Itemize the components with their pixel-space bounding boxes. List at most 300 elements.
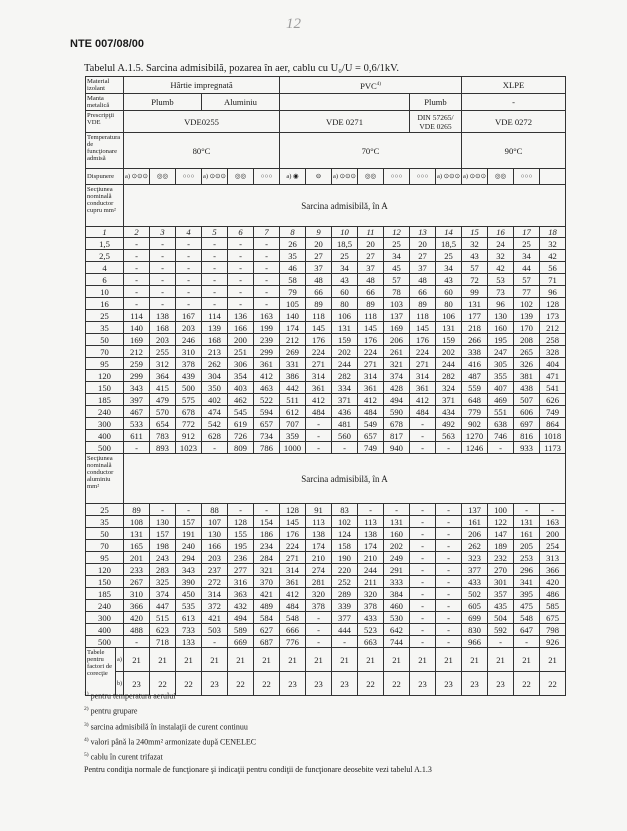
load-cell: 24: [488, 238, 514, 250]
load-cell: 545: [228, 406, 254, 418]
correction-cell: 23: [332, 672, 358, 696]
footnote: $^{2)}$ pentru grupare: [84, 706, 138, 716]
load-cell: -: [540, 504, 566, 516]
insulation-label: Material izolant: [86, 77, 124, 94]
load-cell: 412: [410, 394, 436, 406]
load-cell: 266: [462, 334, 488, 346]
load-cell: 27: [410, 250, 436, 262]
load-cell: 42: [488, 262, 514, 274]
load-cell: 484: [280, 600, 306, 612]
load-cell: 220: [332, 564, 358, 576]
load-cell: 163: [254, 310, 280, 322]
column-index: 4: [176, 227, 202, 238]
load-cell: 371: [332, 394, 358, 406]
table-row: [86, 516, 566, 528]
correction-cell: 21: [280, 648, 306, 672]
table-row: [86, 370, 566, 382]
load-cell: -: [410, 576, 436, 588]
load-cell: 744: [384, 636, 410, 648]
load-cell: 174: [280, 322, 306, 334]
load-cell: 224: [410, 346, 436, 358]
load-cell: 592: [488, 624, 514, 636]
load-cell: -: [514, 636, 540, 648]
load-cell: 312: [150, 358, 176, 370]
load-cell: 218: [462, 322, 488, 334]
section-cell: 150: [86, 382, 124, 394]
load-cell: 128: [228, 516, 254, 528]
load-cell: 277: [228, 564, 254, 576]
load-cell: 202: [332, 346, 358, 358]
layout-symbol: a) ⊙⊙⊙: [124, 169, 150, 185]
load-cell: 306: [228, 358, 254, 370]
load-cell: 471: [540, 370, 566, 382]
load-cell: 326: [514, 358, 540, 370]
regulation-din: DIN 57265/ VDE 0265: [410, 111, 462, 133]
load-cell: 237: [202, 564, 228, 576]
load-cell: 378: [176, 358, 202, 370]
load-cell: 169: [124, 334, 150, 346]
aluminium-heading-row: [86, 454, 566, 504]
load-cell: 25: [332, 250, 358, 262]
layout-symbol: a) ⊙⊙⊙: [436, 169, 462, 185]
table-row: [86, 600, 566, 612]
load-cell: 159: [332, 334, 358, 346]
load-cell: -: [150, 504, 176, 516]
load-cell: 361: [306, 382, 332, 394]
correction-cell: 21: [332, 648, 358, 672]
load-cell: -: [202, 298, 228, 310]
layout-symbol: ○○○: [384, 169, 410, 185]
correction-cell: 21: [306, 648, 332, 672]
load-cell: 147: [488, 528, 514, 540]
layout-symbol: ○○○: [254, 169, 280, 185]
load-cell: 26: [280, 238, 306, 250]
load-cell: 638: [488, 418, 514, 430]
load-cell: 18,5: [436, 238, 462, 250]
load-cell: 130: [202, 528, 228, 540]
load-cell: 284: [254, 552, 280, 564]
table-row: [86, 636, 566, 648]
load-cell: 386: [280, 370, 306, 382]
load-cell: 128: [280, 504, 306, 516]
load-cell: 492: [436, 418, 462, 430]
load-cell: 390: [176, 576, 202, 588]
load-cell: 563: [436, 430, 462, 442]
load-cell: 412: [306, 394, 332, 406]
load-cell: -: [254, 250, 280, 262]
document-code: NTE 007/08/00: [70, 38, 144, 50]
load-cell: 145: [306, 322, 332, 334]
section-cell: 300: [86, 418, 124, 430]
load-cell: 271: [280, 552, 306, 564]
load-cell: 176: [410, 334, 436, 346]
load-cell: 43: [332, 274, 358, 286]
load-cell: -: [436, 564, 462, 576]
table-row: [86, 528, 566, 540]
section-cell: 95: [86, 358, 124, 370]
table-row: [86, 286, 566, 298]
section-cell: 400: [86, 430, 124, 442]
load-cell: 27: [358, 250, 384, 262]
load-cell: -: [436, 612, 462, 624]
load-cell: -: [306, 624, 332, 636]
load-cell: 420: [124, 612, 150, 624]
load-cell: 585: [540, 600, 566, 612]
layout-symbol: a) ◉: [280, 169, 306, 185]
load-cell: 140: [124, 322, 150, 334]
load-cell: -: [176, 250, 202, 262]
load-cell: 190: [332, 552, 358, 564]
load-cell: 584: [254, 612, 280, 624]
load-cell: 361: [280, 576, 306, 588]
section-cell: 6: [86, 274, 124, 286]
load-cell: 108: [124, 516, 150, 528]
load-cell: 374: [150, 588, 176, 600]
load-cell: 912: [176, 430, 202, 442]
aluminium-section-label: Secţiunea nominală conductor aluminiu mm²: [86, 454, 124, 504]
load-cell: 99: [462, 286, 488, 298]
load-cell: 377: [462, 564, 488, 576]
load-cell: 53: [488, 274, 514, 286]
load-cell: 271: [306, 358, 332, 370]
load-cell: 749: [358, 442, 384, 454]
load-cell: 1000: [280, 442, 306, 454]
load-cell: 354: [228, 370, 254, 382]
table-row: [86, 564, 566, 576]
load-cell: -: [202, 262, 228, 274]
caption-text: Sarcina admisibilă, pozarea în aer, cablu cu U₀/U = 0,6/1kV.: [145, 63, 399, 74]
load-cell: 407: [488, 382, 514, 394]
load-cell: 361: [358, 382, 384, 394]
load-cell: 325: [150, 576, 176, 588]
load-cell: -: [176, 274, 202, 286]
correction-cell: 21: [462, 648, 488, 672]
load-cell: 439: [176, 370, 202, 382]
column-index: 16: [488, 227, 514, 238]
load-cell: 341: [514, 576, 540, 588]
regulations-label: Prescripţii VDE: [86, 111, 124, 133]
load-cell: -: [410, 516, 436, 528]
load-cell: 165: [124, 540, 150, 552]
load-cell: 161: [514, 528, 540, 540]
load-cell: -: [436, 528, 462, 540]
load-cell: 46: [280, 262, 306, 274]
section-cell: 25: [86, 310, 124, 322]
layout-symbol: ○○○: [514, 169, 540, 185]
sheath-aluminium: Aluminiu: [202, 94, 280, 111]
column-index: 1: [86, 227, 124, 238]
load-cell: 236: [228, 552, 254, 564]
load-cell: 43: [436, 274, 462, 286]
table-row: [86, 430, 566, 442]
load-cell: 167: [176, 310, 202, 322]
load-cell: 687: [254, 636, 280, 648]
load-cell: 500: [176, 382, 202, 394]
load-cell: 249: [384, 552, 410, 564]
layout-symbol: a) ⊙⊙⊙: [202, 169, 228, 185]
load-cell: -: [410, 430, 436, 442]
load-cell: 371: [436, 394, 462, 406]
load-cell: 105: [280, 298, 306, 310]
section-cell: 35: [86, 516, 124, 528]
load-cell: 474: [202, 406, 228, 418]
sheath-label: Manta metalică: [86, 94, 124, 111]
table-row: [86, 262, 566, 274]
load-cell: -: [228, 298, 254, 310]
load-cell: 137: [384, 310, 410, 322]
load-cell: 131: [332, 322, 358, 334]
load-cell: 202: [436, 346, 462, 358]
correction-cell: 23: [488, 672, 514, 696]
load-cell: -: [254, 298, 280, 310]
load-cell: -: [410, 442, 436, 454]
load-cell: 199: [254, 322, 280, 334]
load-cell: 404: [540, 358, 566, 370]
load-cell: 395: [514, 588, 540, 600]
load-cell: -: [306, 612, 332, 624]
load-cell: 642: [384, 624, 410, 636]
load-cell: -: [436, 576, 462, 588]
load-cell: 89: [306, 298, 332, 310]
load-cell: 113: [306, 516, 332, 528]
load-cell: 57: [462, 262, 488, 274]
load-cell: -: [254, 286, 280, 298]
load-cell: 158: [332, 540, 358, 552]
sheath-lead: Plumb: [124, 94, 202, 111]
load-cell: 66: [358, 286, 384, 298]
correction-cell: 22: [514, 672, 540, 696]
load-cell: 489: [254, 600, 280, 612]
load-cell: 378: [306, 600, 332, 612]
load-cell: 549: [358, 418, 384, 430]
load-cell: -: [202, 286, 228, 298]
temperature-pvc: 70°C: [280, 133, 462, 169]
load-cell: 122: [488, 516, 514, 528]
load-cell: -: [124, 238, 150, 250]
load-cell: 623: [150, 624, 176, 636]
column-index: 7: [254, 227, 280, 238]
load-cell: 118: [306, 310, 332, 322]
load-cell: -: [436, 504, 462, 516]
layout-symbol: ◎◎: [488, 169, 514, 185]
load-cell: 817: [384, 430, 410, 442]
column-index: 12: [384, 227, 410, 238]
load-cell: 605: [462, 600, 488, 612]
load-cell: -: [306, 442, 332, 454]
table-row: [86, 334, 566, 346]
load-cell: 114: [124, 310, 150, 322]
load-cell: -: [306, 636, 332, 648]
load-cell: -: [124, 442, 150, 454]
load-cell: 299: [124, 370, 150, 382]
load-cell: 25: [384, 238, 410, 250]
load-cell: 323: [462, 552, 488, 564]
load-cell: -: [228, 274, 254, 286]
load-cell: 316: [228, 576, 254, 588]
load-cell: 269: [280, 346, 306, 358]
load-cell: -: [228, 262, 254, 274]
load-cell: 403: [228, 382, 254, 394]
load-cell: 206: [462, 528, 488, 540]
table-row: [86, 250, 566, 262]
load-cell: 208: [514, 334, 540, 346]
column-index: 6: [228, 227, 254, 238]
load-cell: 131: [462, 298, 488, 310]
load-cell: 548: [514, 612, 540, 624]
section-cell: 2,5: [86, 250, 124, 262]
load-cell: 274: [306, 564, 332, 576]
load-cell: 1270: [462, 430, 488, 442]
column-index: 9: [306, 227, 332, 238]
section-cell: 95: [86, 552, 124, 564]
load-cell: 377: [332, 612, 358, 624]
load-cell: 96: [540, 286, 566, 298]
load-cell: 511: [280, 394, 306, 406]
load-cell: 1023: [176, 442, 202, 454]
load-cell: 488: [124, 624, 150, 636]
aluminium-load-heading: Sarcina admisibilă, în A: [124, 454, 566, 504]
copper-load-heading: Sarcina admisibilă, în A: [124, 185, 566, 227]
load-cell: 299: [254, 346, 280, 358]
load-cell: 940: [384, 442, 410, 454]
load-cell: 357: [488, 588, 514, 600]
load-cell: 80: [436, 298, 462, 310]
load-cell: 176: [358, 334, 384, 346]
load-cell: 1246: [462, 442, 488, 454]
load-cell: 366: [540, 564, 566, 576]
load-cell: 282: [436, 370, 462, 382]
load-cell: 902: [462, 418, 488, 430]
table-row: [86, 346, 566, 358]
section-cell: 120: [86, 370, 124, 382]
table-row: [86, 442, 566, 454]
load-cell: -: [332, 636, 358, 648]
load-cell: 570: [150, 406, 176, 418]
load-cell: 541: [540, 382, 566, 394]
load-cell: -: [254, 504, 280, 516]
load-cell: 166: [202, 540, 228, 552]
load-cell: 533: [124, 418, 150, 430]
load-cell: 428: [384, 382, 410, 394]
load-cell: -: [410, 612, 436, 624]
load-cell: 450: [176, 588, 202, 600]
load-cell: 648: [462, 394, 488, 406]
load-cell: 253: [514, 552, 540, 564]
load-cell: 174: [358, 540, 384, 552]
load-cell: 244: [332, 358, 358, 370]
load-cell: 657: [254, 418, 280, 430]
table-row: [86, 504, 566, 516]
load-cell: 254: [540, 540, 566, 552]
load-cell: 726: [228, 430, 254, 442]
load-cell: 320: [358, 588, 384, 600]
load-cell: 296: [514, 564, 540, 576]
load-cell: 270: [488, 564, 514, 576]
load-cell: 1173: [540, 442, 566, 454]
load-cell: 37: [410, 262, 436, 274]
load-cell: 447: [150, 600, 176, 612]
load-cell: 384: [384, 588, 410, 600]
load-cell: 589: [228, 624, 254, 636]
column-index: 11: [358, 227, 384, 238]
correction-cell: 21: [540, 648, 566, 672]
load-cell: 494: [384, 394, 410, 406]
load-cell: 32: [462, 238, 488, 250]
load-cell: 130: [150, 516, 176, 528]
load-cell: 397: [124, 394, 150, 406]
column-index: 13: [410, 227, 436, 238]
load-cell: 548: [280, 612, 306, 624]
load-cell: 37: [358, 262, 384, 274]
correction-cell: 23: [306, 672, 332, 696]
load-cell: 252: [332, 576, 358, 588]
load-cell: 224: [306, 346, 332, 358]
correction-cell: 23: [124, 672, 150, 696]
load-cell: 436: [332, 406, 358, 418]
load-cell: -: [410, 588, 436, 600]
load-cell: 321: [384, 358, 410, 370]
load-cell: 102: [514, 298, 540, 310]
column-index-row: [86, 227, 566, 238]
load-cell: 60: [332, 286, 358, 298]
load-cell: 361: [410, 382, 436, 394]
load-cell: 772: [176, 418, 202, 430]
footnote: $^{5)}$ cablu în curent trifazat: [84, 752, 163, 762]
load-cell: 475: [514, 600, 540, 612]
load-cell: 195: [488, 334, 514, 346]
section-cell: 185: [86, 588, 124, 600]
load-cell: 131: [124, 528, 150, 540]
xlpe-insulation: XLPE: [462, 77, 566, 94]
load-cell: 484: [410, 406, 436, 418]
load-cell: 173: [540, 310, 566, 322]
column-index: 3: [150, 227, 176, 238]
load-cell: 138: [150, 310, 176, 322]
load-cell: -: [176, 262, 202, 274]
load-cell: 420: [540, 576, 566, 588]
load-cell: -: [410, 540, 436, 552]
load-cell: 272: [202, 576, 228, 588]
load-cell: -: [436, 540, 462, 552]
load-cell: 749: [540, 406, 566, 418]
correction-cell: 21: [436, 648, 462, 672]
regulation-paper: VDE0255: [124, 111, 280, 133]
correction-cell: 22: [150, 672, 176, 696]
load-cell: 262: [462, 540, 488, 552]
load-cell: 77: [514, 286, 540, 298]
load-cell: 259: [124, 358, 150, 370]
correction-cell: 21: [176, 648, 202, 672]
load-cell: -: [124, 262, 150, 274]
load-cell: 522: [254, 394, 280, 406]
correction-cell: 22: [384, 672, 410, 696]
load-cell: 809: [228, 442, 254, 454]
load-cell: 678: [176, 406, 202, 418]
load-cell: 798: [540, 624, 566, 636]
load-cell: -: [124, 250, 150, 262]
footnote: $^{1)}$ pentru temperatura aerului: [84, 691, 176, 701]
load-cell: 412: [358, 394, 384, 406]
load-cell: 333: [384, 576, 410, 588]
load-cell: -: [436, 552, 462, 564]
load-cell: 66: [306, 286, 332, 298]
load-cell: 359: [280, 430, 306, 442]
load-cell: 25: [514, 238, 540, 250]
layout-symbol: ○○○: [410, 169, 436, 185]
load-cell: 438: [514, 382, 540, 394]
load-cell: 212: [124, 346, 150, 358]
load-cell: 370: [254, 576, 280, 588]
